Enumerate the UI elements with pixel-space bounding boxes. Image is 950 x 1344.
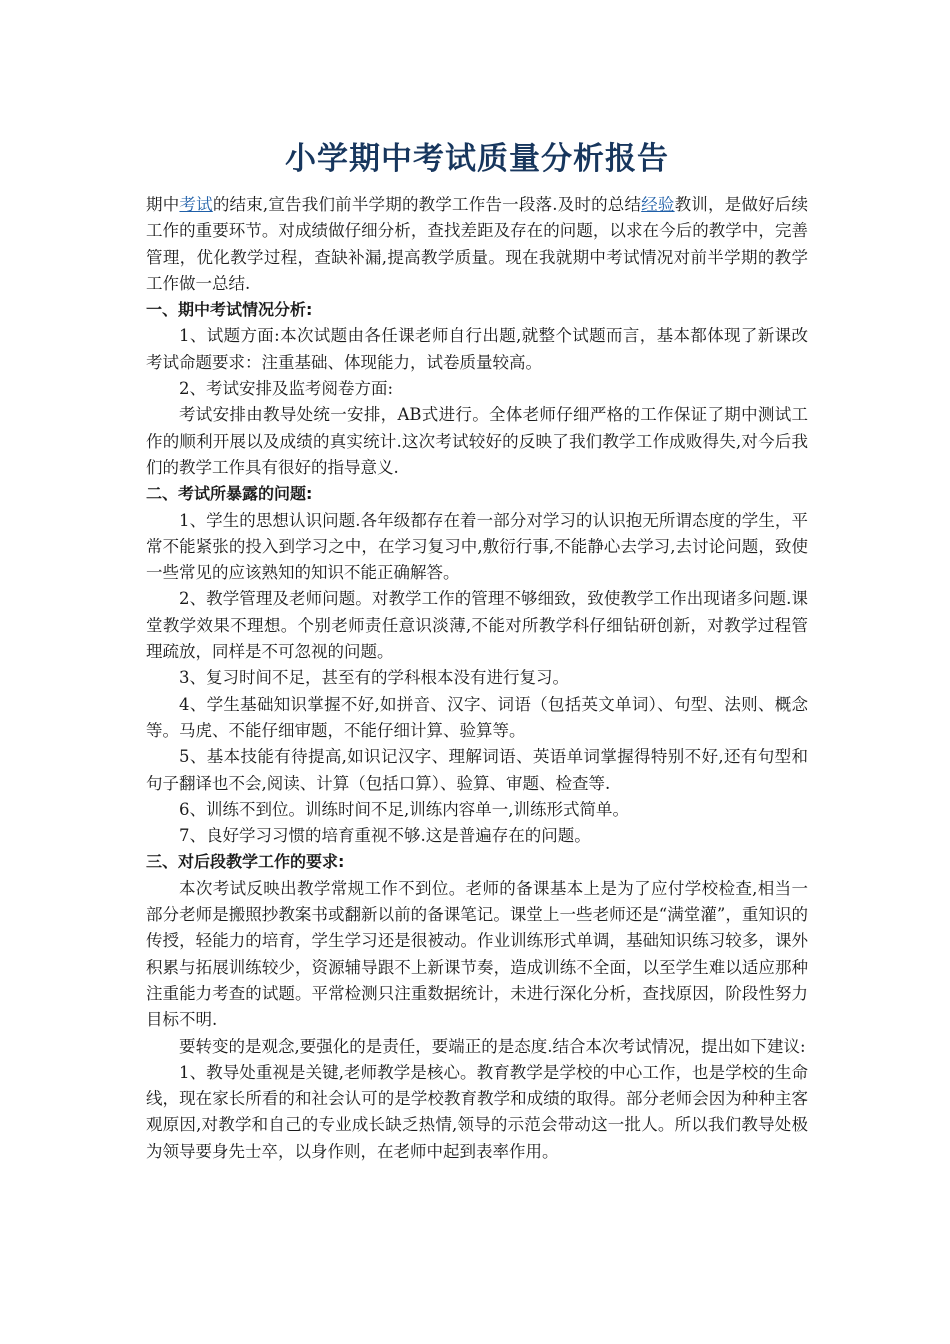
intro-paragraph [146,192,808,297]
section-1-paragraph-2: 2、考试安排及监考阅卷方面: [179,379,394,399]
experience-link[interactable]: 经验 [641,195,675,214]
section-2-paragraph-7: 7、良好学习习惯的培育重视不够.这是普遍存在的问题。 [179,826,591,846]
section-2-paragraph-1: 1、学生的思想认识问题.各年级都存在着一部分对学习的认识抱无所谓态度的学生，平常不能紧张的投入到学习之中，在学习复习中,敷衍行事,不能静心去学习,去讨论问题，致使一些常见的应该熟知的知识不能正确解答。 [146,510,808,583]
section-1-paragraph-1: 1、试题方面:本次试题由各任课老师自行出题,就整个试题而言，基本都体现了新课改考试命题要求：注重基础、体现能力，试卷质量较高。 [146,326,808,372]
section-2-paragraph-4: 4、学生基础知识掌握不好,如拼音、汉字、词语（包括英文单词）、句型、法则、概念等。马虎、不能仔细审题，不能仔细计算、验算等。 [146,694,808,740]
section-3-paragraph-1: 本次考试反映出教学常规工作不到位。老师的备课基本上是为了应付学校检查,相当一部分老师是搬照抄教案书或翻新以前的备课笔记。课堂上一些老师还是“满堂灌”，重知识的传授，轻能力的培育，学生学习还是很被动。作业训练形式单调，基础知识练习较多，课外积累与拓展训练较少，资源辅导跟不上新课节奏，造成训练不全面，以至学生难以适应那种注重能力考查的试题。平常检测只注重数据统计，未进行深化分析，查找原因，阶段性努力目标不明. [146,878,808,1030]
intro-text-1: 期中 [146,195,180,214]
section-2-paragraph-6: 6、训练不到位。训练时间不足,训练内容单一,训练形式简单。 [179,799,629,819]
section-2-paragraph-2: 2、教学管理及老师问题。对教学工作的管理不够细致，致使教学工作出现诸多问题.课堂教学效果不理想。个别老师责任意识淡薄,不能对所教学科仔细钻研创新，对教学过程管理疏放，同样是不可忽视的问题。 [146,589,808,662]
exam-link[interactable]: 考试 [179,195,213,214]
document-page [146,136,808,1165]
intro-text-2: 的结束,宣告我们前半学期的教学工作告一段落.及时的总结 [212,195,642,214]
section-2-heading: 二、考试所暴露的问题: [146,484,313,504]
section-3-paragraph-2: 要转变的是观念,要强化的是责任，要端正的是态度.结合本次考试情况，提出如下建议: [179,1036,806,1056]
section-3-heading: 三、对后段教学工作的要求: [146,852,345,872]
section-3-paragraph-3: 1、教导处重视是关键,老师教学是核心。教育教学是学校的中心工作，也是学校的生命线，现在家长所看的和社会认可的是学校教育教学和成绩的取得。部分老师会因为种种主客观原因,对教学和自己的专业成长缺乏热情,领导的示范会带动这一批人。所以我们教导处极为领导要身先士卒，以身作则，在老师中起到表率作用。 [146,1062,808,1161]
document-title: 小学期中考试质量分析报告 [285,141,669,177]
section-1-heading: 一、期中考试情况分析: [146,300,313,320]
section-1-paragraph-3: 考试安排由教导处统一安排，AB式进行。全体老师仔细严格的工作保证了期中测试工作的顺利开展以及成绩的真实统计.这次考试较好的反映了我们教学工作成败得失,对今后我们的教学工作具有很好的指导意义. [146,405,808,477]
intro-text-3: 教训，是做好后续工作的重要环节。对成绩做仔细分析，查找差距及存在的问题，以求在今后的教学中，完善管理，优化教学过程，查缺补漏,提高教学质量。现在我就期中考试情况对前半学期的教学工作做一总结. [146,195,809,293]
section-2-paragraph-3: 3、复习时间不足，甚至有的学科根本没有进行复习。 [179,668,569,688]
section-2-paragraph-5: 5、基本技能有待提高,如识记汉字、理解词语、英语单词掌握得特别不好,还有句型和句子翻译也不会,阅读、计算（包括口算）、验算、审题、检查等. [146,747,808,793]
